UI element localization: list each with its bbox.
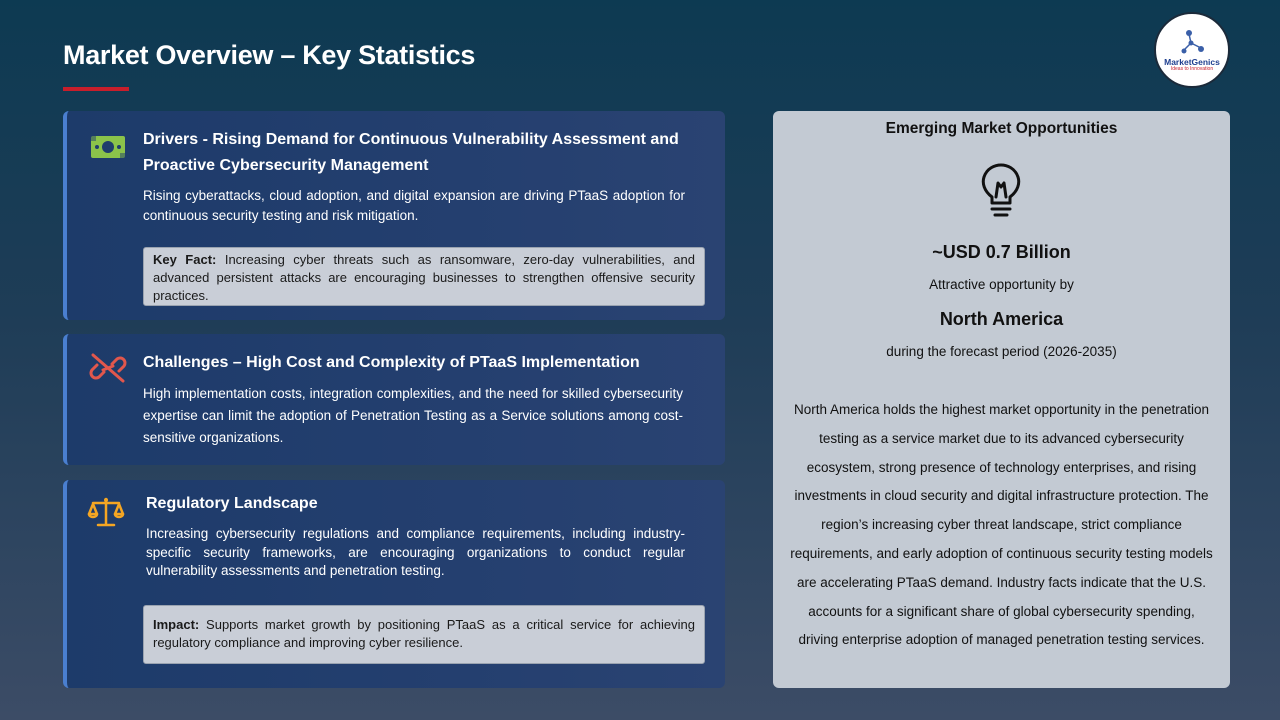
drivers-heading: Drivers - Rising Demand for Continuous Vulnerability Assessment and Proactive Cybersecurity Management — [143, 131, 679, 174]
logo-tagline: Ideas to Innovation — [1170, 66, 1214, 73]
money-icon — [89, 131, 127, 163]
opportunity-region: North America — [939, 309, 1064, 329]
impact-text: Supports market growth by positioning PTaaS as a critical service for achieving regulatory compliance and improving cyber resilience. — [153, 617, 695, 650]
regulatory-card — [63, 480, 725, 688]
broken-link-icon — [89, 352, 127, 384]
scales-icon — [87, 496, 125, 528]
opportunity-title: Emerging Market Opportunities — [885, 120, 1118, 137]
regulatory-heading: Regulatory Landscape — [146, 495, 318, 512]
page-title: Market Overview – Key Statistics — [63, 40, 476, 70]
opportunity-period: during the forecast period (2026-2035) — [886, 344, 1117, 359]
drivers-body: Rising cyberattacks, cloud adoption, and digital expansion are driving PTaaS adoption for continuous security testing and risk mitigation. — [143, 188, 685, 223]
key-fact-box — [143, 247, 705, 306]
opportunity-subtitle: Attractive opportunity by — [929, 277, 1074, 292]
opportunity-panel — [773, 111, 1230, 688]
challenges-heading: Challenges – High Cost and Complexity of PTaaS Implementation — [143, 354, 640, 371]
drivers-card — [63, 111, 725, 320]
regulatory-body: Increasing cybersecurity regulations and compliance requirements, including industry-specific security frameworks, are encouraging organizations to conduct regular vulnerability assessments and penetration testing. — [146, 526, 685, 578]
challenges-body: High implementation costs, integration complexities, and the need for skilled cybersecurity expertise can limit the adoption of Penetration Testing as a Service solutions among cost-sensitive organizations. — [143, 386, 683, 445]
network-logo-icon — [1177, 28, 1207, 56]
opportunity-description: North America holds the highest market opportunity in the penetration testing as a service market due to its advanced cybersecurity ecosystem, strong presence of technology enterprises, and rising investments in cloud security and digital infrastructure protection. The region’s increasing cyber threat landscape, strict compliance requirements, and early adoption of continuous security testing models are accelerating PTaaS demand. Industry facts indicate that the U.S. accounts for a significant share of global cybersecurity spending, driving enterprise adoption of managed penetration testing services. — [790, 402, 1213, 648]
title-underline — [63, 87, 129, 91]
company-logo — [1154, 12, 1230, 88]
opportunity-value: ~USD 0.7 Billion — [932, 242, 1071, 262]
impact-box — [143, 605, 705, 664]
key-fact-label: Key Fact: — [153, 252, 217, 267]
lightbulb-icon — [978, 163, 1024, 219]
key-fact-text: Increasing cyber threats such as ransomware, zero-day vulnerabilities, and advanced persistent attacks are encouraging businesses to strengthen offensive security practices. — [153, 252, 695, 303]
impact-label: Impact: — [153, 617, 200, 632]
challenges-card — [63, 334, 725, 465]
logo-name: MarketGenics — [1164, 56, 1220, 67]
